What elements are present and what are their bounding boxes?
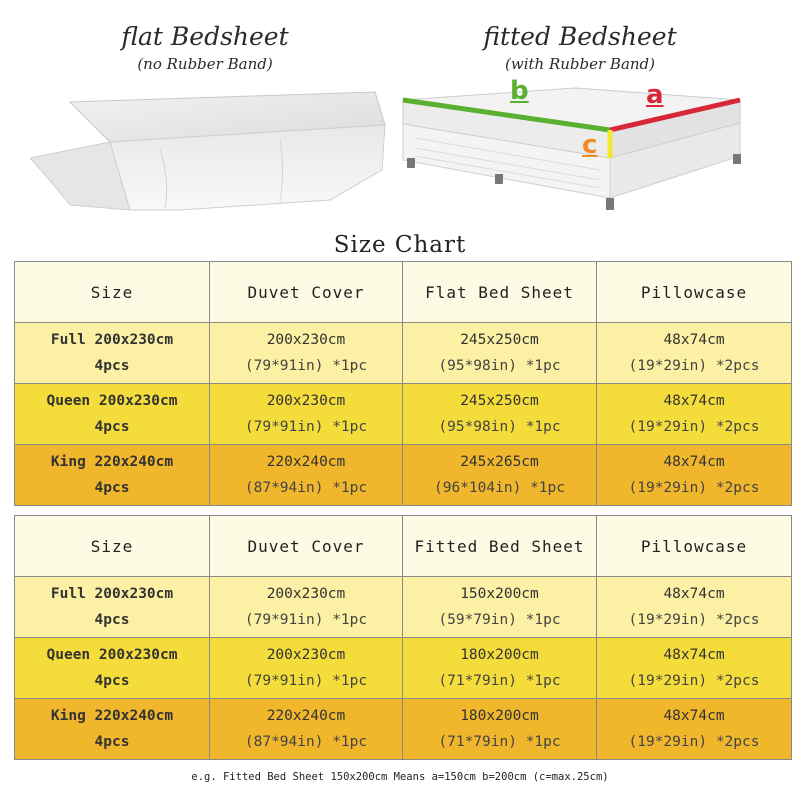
dimension-label-b: b: [510, 76, 529, 106]
duvet-in: (79*91in) *1pc: [244, 419, 368, 435]
pillow-cm: 48x74cm: [663, 393, 725, 409]
sheet-cm: 180x200cm: [460, 708, 539, 724]
sheet-in: (96*104in) *1pc: [434, 480, 565, 496]
header-duvet-cover: Duvet Cover: [210, 262, 403, 323]
pillow-cm: 48x74cm: [663, 332, 725, 348]
table-header-row: [15, 516, 792, 577]
duvet-in: (79*91in) *1pc: [244, 673, 368, 689]
pillow-in: (19*29in) *2pcs: [628, 734, 760, 750]
pillow-cell: [597, 638, 792, 699]
size-qty: 4pcs: [94, 358, 130, 374]
header-size: Size: [15, 516, 210, 577]
duvet-cell: [210, 384, 403, 445]
duvet-cm: 200x230cm: [266, 332, 346, 348]
size-cell: [15, 699, 210, 760]
flat-bedsheet-title: flat Bedsheet: [121, 22, 289, 51]
chart-title: Size Chart: [333, 232, 467, 258]
duvet-cm: 220x240cm: [266, 454, 346, 470]
table-row-king: [15, 699, 792, 760]
sheet-cell: [403, 638, 597, 699]
dimension-label-c: c: [582, 130, 598, 160]
size-cell: [15, 384, 210, 445]
size-cell: [15, 445, 210, 506]
sheet-cm: 150x200cm: [460, 586, 539, 602]
duvet-cell: [210, 699, 403, 760]
sheet-in: (71*79in) *1pc: [438, 673, 561, 689]
pillow-cell: [597, 577, 792, 638]
header-size: Size: [15, 262, 210, 323]
duvet-cm: 200x230cm: [266, 586, 346, 602]
duvet-cm: 220x240cm: [266, 708, 346, 724]
header-duvet-cover: Duvet Cover: [210, 516, 403, 577]
duvet-in: (79*91in) *1pc: [244, 358, 368, 374]
sheet-cell: [403, 323, 597, 384]
table-row-queen: [15, 384, 792, 445]
pillow-cell: [597, 323, 792, 384]
fitted-bedsheet-subtitle: (with Rubber Band): [505, 55, 655, 73]
sheet-cell: [403, 699, 597, 760]
pillow-cell: [597, 699, 792, 760]
size-qty: 4pcs: [94, 673, 130, 689]
table-header-row: [15, 262, 792, 323]
header-pillowcase: Pillowcase: [597, 516, 792, 577]
pillow-in: (19*29in) *2pcs: [628, 358, 760, 374]
sheet-cm: 245x250cm: [460, 393, 539, 409]
duvet-cm: 200x230cm: [266, 647, 346, 663]
pillow-cm: 48x74cm: [663, 586, 725, 602]
sheet-cell: [403, 445, 597, 506]
fitted-bedsheet-image: [395, 78, 755, 218]
table-row-king: [15, 445, 792, 506]
header-fitted-bed-sheet: Fitted Bed Sheet: [403, 516, 597, 577]
duvet-in: (87*94in) *1pc: [244, 480, 368, 496]
fitted-bedsheet-title: fitted Bedsheet: [483, 22, 677, 51]
size-name: King 220x240cm: [50, 708, 174, 724]
size-qty: 4pcs: [94, 612, 130, 628]
size-name: Queen 200x230cm: [46, 393, 178, 409]
header-pillowcase: Pillowcase: [597, 262, 792, 323]
pillow-cm: 48x74cm: [663, 708, 725, 724]
size-cell: [15, 577, 210, 638]
sheet-in: (59*79in) *1pc: [438, 612, 561, 628]
duvet-cell: [210, 638, 403, 699]
dimension-label-a: a: [646, 80, 664, 110]
sheet-in: (95*98in) *1pc: [438, 358, 561, 374]
duvet-cell: [210, 577, 403, 638]
table-row-full: [15, 323, 792, 384]
sheet-cell: [403, 577, 597, 638]
table-row-queen: [15, 638, 792, 699]
flat-bedsheet-header: [80, 22, 330, 73]
pillow-cm: 48x74cm: [663, 454, 725, 470]
flat-bedsheet-subtitle: (no Rubber Band): [137, 55, 273, 73]
pillow-cell: [597, 445, 792, 506]
sheet-cm: 245x250cm: [460, 332, 539, 348]
duvet-in: (79*91in) *1pc: [244, 612, 368, 628]
pillow-in: (19*29in) *2pcs: [628, 480, 760, 496]
fitted-bedsheet-header: [450, 22, 710, 73]
size-qty: 4pcs: [94, 480, 130, 496]
sheet-cm: 245x265cm: [460, 454, 539, 470]
size-table-fitted: [14, 515, 792, 760]
sheet-in: (95*98in) *1pc: [438, 419, 561, 435]
sheet-in: (71*79in) *1pc: [438, 734, 561, 750]
footnote: e.g. Fitted Bed Sheet 150x200cm Means a=150cm b=200cm (c=max.25cm): [191, 771, 609, 783]
size-name: Full 200x230cm: [50, 586, 174, 602]
duvet-in: (87*94in) *1pc: [244, 734, 368, 750]
pillow-in: (19*29in) *2pcs: [628, 419, 760, 435]
size-qty: 4pcs: [94, 419, 130, 435]
size-table-flat: [14, 261, 792, 506]
table-row-full: [15, 577, 792, 638]
size-name: Queen 200x230cm: [46, 647, 178, 663]
duvet-cell: [210, 323, 403, 384]
size-name: King 220x240cm: [50, 454, 174, 470]
pillow-cell: [597, 384, 792, 445]
sheet-cm: 180x200cm: [460, 647, 539, 663]
size-qty: 4pcs: [94, 734, 130, 750]
pillow-in: (19*29in) *2pcs: [628, 612, 760, 628]
pillow-cm: 48x74cm: [663, 647, 725, 663]
duvet-cell: [210, 445, 403, 506]
size-cell: [15, 638, 210, 699]
sheet-cell: [403, 384, 597, 445]
header-flat-bed-sheet: Flat Bed Sheet: [403, 262, 597, 323]
duvet-cm: 200x230cm: [266, 393, 346, 409]
flat-bedsheet-image: [30, 80, 390, 220]
size-name: Full 200x230cm: [50, 332, 174, 348]
size-cell: [15, 323, 210, 384]
pillow-in: (19*29in) *2pcs: [628, 673, 760, 689]
